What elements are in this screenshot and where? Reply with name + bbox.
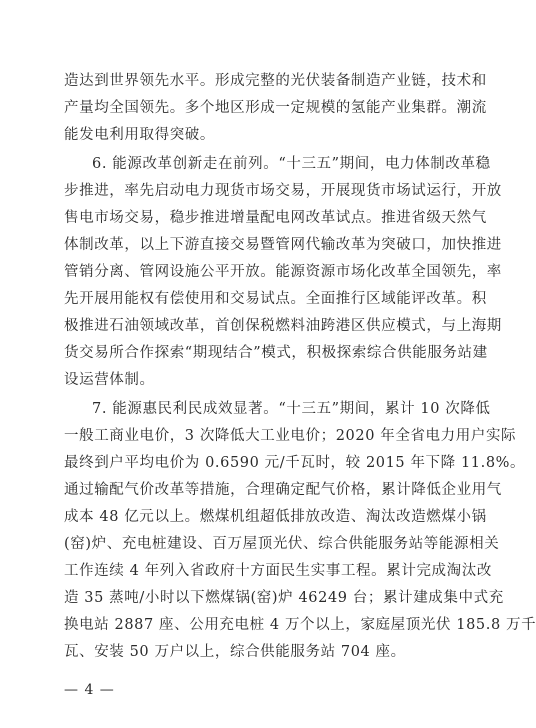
body-text-line: 货交易所合作探索“期现结合”模式，积极探索综合供能服务站建	[64, 345, 488, 361]
body-text-line: 一般工商业电价，3 次降低大工业电价；2020 年全省电力用户实际	[64, 428, 517, 444]
body-text-line: 管销分离、管网设施公平开放。能源资源市场化改革全国领先，率	[64, 264, 502, 280]
body-text-line: 先开展用能权有偿使用和交易试点。全面推行区域能评改革。积	[64, 291, 487, 307]
body-text-line: 换电站 2887 座、公用充电桩 4 万个以上，家庭屋顶光伏 185.8 万千	[64, 617, 536, 633]
body-text-line: 成本 48 亿元以上。燃煤机组超低排放改造、淘汰改造燃煤小锅	[64, 509, 487, 525]
body-text-line: 通过输配气价改革等措施，合理确定配气价格，累计降低企业用气	[64, 482, 502, 498]
body-text-line: 瓦、安装 50 万户以上，综合供能服务站 704 座。	[64, 644, 406, 660]
body-text-line: 产量均全国领先。多个地区形成一定规模的氢能产业集群。潮流	[64, 100, 487, 116]
body-text-line: 造 35 蒸吨/小时以下燃煤锅(窑)炉 46249 台；累计建成集中式充	[64, 590, 504, 606]
body-text-line: 造达到世界领先水平。形成完整的光伏装备制造产业链，技术和	[64, 73, 487, 89]
body-text-line: 售电市场交易，稳步推进增量配电网改革试点。推进省级天然气	[64, 210, 487, 226]
body-text-line: 能发电利用取得突破。	[64, 127, 215, 143]
body-text-line: 极推进石油领域改革，首创保税燃料油跨港区供应模式，与上海期	[64, 318, 502, 334]
body-text-line: 设运营体制。	[64, 372, 155, 388]
section-heading-line: 6. 能源改革创新走在前列。“十三五”期间，电力体制改革稳	[92, 156, 491, 172]
page-number: — 4 —	[64, 682, 115, 698]
body-text-line: 最终到户平均电价为 0.6590 元/千瓦时，较 2015 年下降 11.8%。	[64, 455, 526, 471]
body-text-line: 体制改革，以上下游直接交易暨管网代输改革为突破口，加快推进	[64, 237, 502, 253]
section-heading-line: 7. 能源惠民利民成效显著。“十三五”期间，累计 10 次降低	[92, 401, 491, 417]
body-text-line: (窑)炉、充电桩建设、百万屋顶光伏、综合供能服务站等能源相关	[64, 536, 500, 552]
body-text-line: 工作连续 4 年列入省政府十方面民生实事工程。累计完成淘汰改	[64, 563, 492, 579]
body-text-line: 步推进，率先启动电力现货市场交易，开展现货市场试运行，开放	[64, 183, 502, 199]
